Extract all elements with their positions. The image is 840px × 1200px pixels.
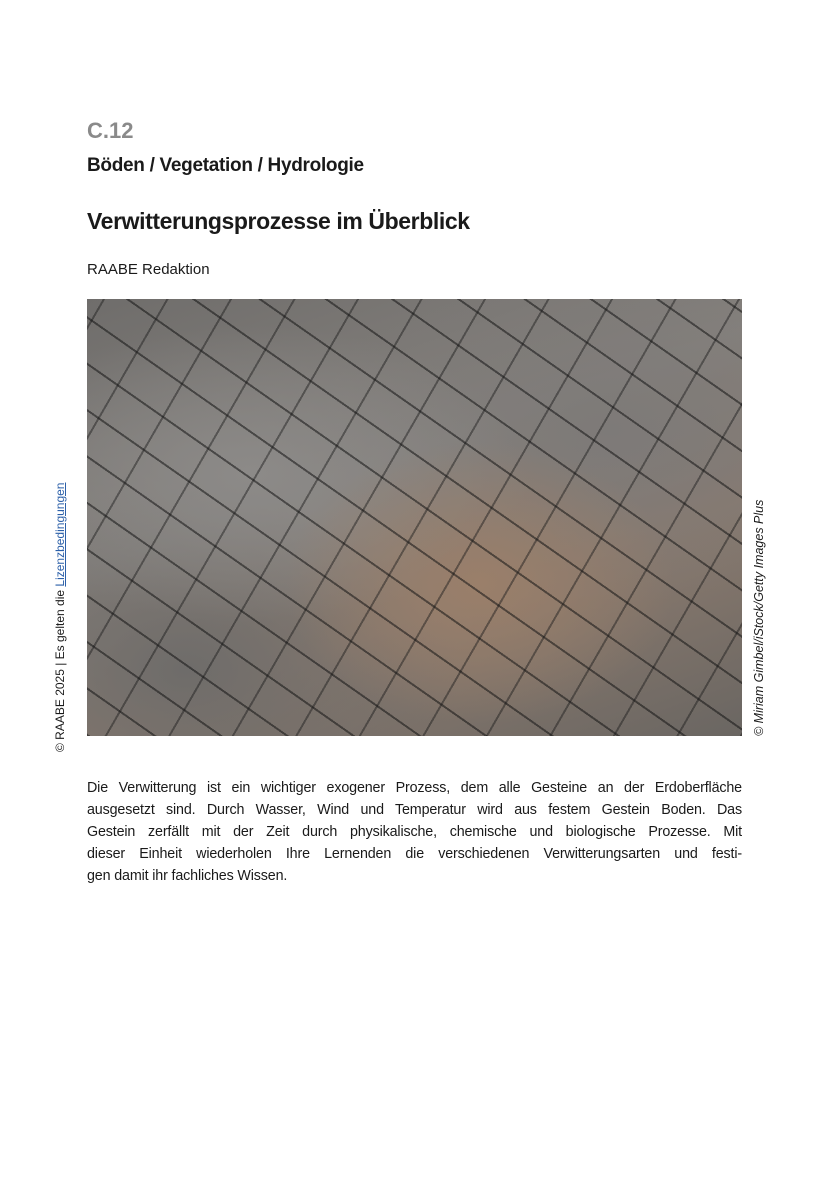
cover-photo-weathered-rock [87, 299, 742, 736]
paragraph-line: dieser Einheit wiederholen Ihre Lernenden die verschiedenen Verwitterungsarten und festi- [87, 846, 742, 862]
intro-paragraph [87, 777, 742, 887]
page-title: Verwitterungsprozesse im Überblick [87, 208, 470, 234]
paragraph-line: Die Verwitterung ist ein wichtiger exogener Prozess, dem alle Gesteine an der Erdoberfläche [87, 780, 742, 796]
category-heading: Böden / Vegetation / Hydrologie [87, 155, 364, 176]
paragraph-line: gen damit ihr fachliches Wissen. [87, 868, 288, 884]
photo-credit: © Miriam Gimbel/iStock/Getty Images Plus [752, 499, 766, 736]
license-link[interactable]: Lizenzbedingungen [53, 482, 67, 587]
license-text: © RAABE 2025 | Es gelten die [53, 586, 67, 752]
license-notice [53, 483, 67, 752]
unit-code: C.12 [87, 118, 134, 143]
author: RAABE Redaktion [87, 261, 210, 278]
paragraph-line: ausgesetzt sind. Durch Wasser, Wind und Temperatur wird aus festem Gestein Boden. Das [87, 802, 742, 818]
paragraph-line: Gestein zerfällt mit der Zeit durch physikalische, chemische und biologische Prozesse. Mit [87, 824, 742, 840]
